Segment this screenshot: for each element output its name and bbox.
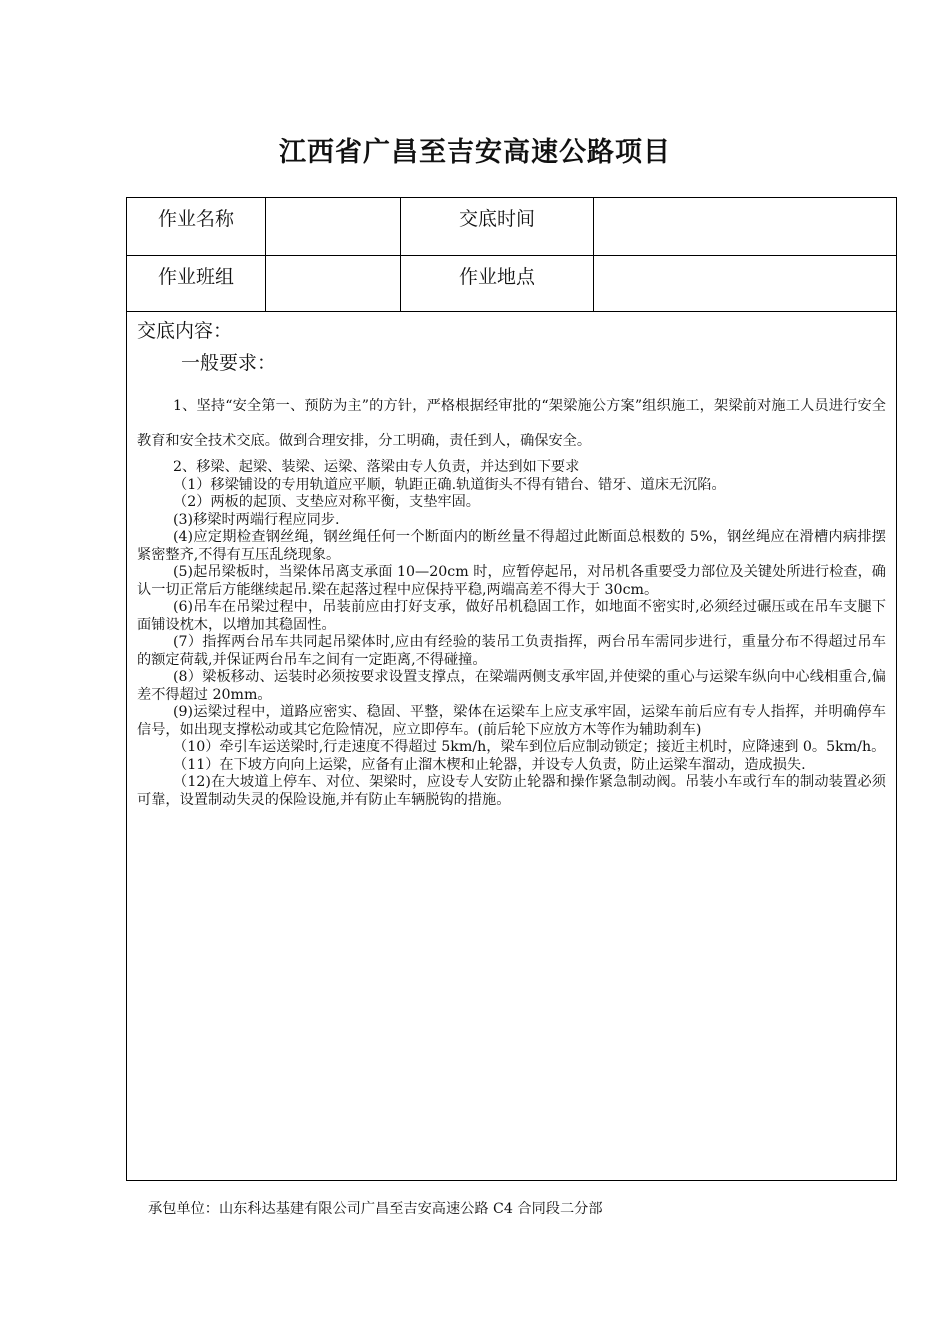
paragraph-13: （11）在下坡方向向上运梁，应备有止溜木楔和止轮器，并设专人负责，防止运梁车溜动，造成损失. bbox=[173, 756, 806, 773]
paragraph-2: 2、移梁、起梁、装梁、运梁、落梁由专人负责，并达到如下要求 bbox=[173, 459, 580, 475]
paragraph-3: （1）移梁铺设的专用轨道应平顺，轨距正确.轨道街头不得有错台、错牙、道床无沉陷。 bbox=[173, 476, 726, 493]
paragraph-1: 1、坚持“安全第一、预防为主”的方针，严格根据经审批的“架梁施公方案”组织施工，架梁前对施工人员进行安全教育和安全技术交底。做到合理安排，分工明确，责任到人，确保安全。 bbox=[137, 398, 886, 449]
handover-content bbox=[127, 312, 896, 809]
location-label: 作业地点 bbox=[401, 256, 594, 311]
paragraph-7: (5)起吊梁板时，当梁体吊离支承面 10—20cm 时，应暂停起吊，对吊机各重要受力部位及关键处所进行检查，确认一切正常后方能继续起吊.梁在起落过程中应保持平稳,两端高差不得大于 30cm。 bbox=[137, 564, 886, 598]
location-field[interactable] bbox=[594, 256, 896, 311]
paragraph-9: (7）指挥两台吊车共同起吊梁体时,应由有经验的装吊工负责指挥，两台吊车需同步进行，重量分布不得超过吊车的额定荷载,并保证两台吊车之间有一定距离,不得碰撞。 bbox=[137, 634, 886, 668]
document-title: 江西省广昌至吉安高速公路项目 bbox=[279, 137, 671, 168]
content-heading: 交底内容： bbox=[137, 320, 233, 342]
paragraph-5: (3)移梁时两端行程应同步. bbox=[173, 511, 340, 528]
paragraph-14: （12)在大坡道上停车、对位、架梁时，应设专人安防止轮器和操作紧急制动阀。吊装小车或行车的制动装置必须可靠，设置制动失灵的保险设施,并有防止车辆脱钩的措施。 bbox=[137, 774, 886, 808]
paragraph-6: (4)应定期检查钢丝绳，钢丝绳任何一个断面内的断丝量不得超过此断面总根数的 5%，钢丝绳应在滑槽内病排摆紧密整齐,不得有互压乱绕现象。 bbox=[137, 529, 886, 563]
team-field[interactable] bbox=[266, 256, 401, 311]
contractor-footer: 承包单位：山东科达基建有限公司广昌至吉安高速公路 C4 合同段二分部 bbox=[148, 1201, 603, 1217]
content-subheading: 一般要求： bbox=[181, 352, 277, 374]
paragraph-11: (9)运梁过程中，道路应密实、稳固、平整，梁体在运梁车上应支承牢固，运梁车前后应有专人指挥，并明确停车信号，如出现支撑松动或其它危险情况，应立即停车。(前后轮下应放方木等作为辅助刹车) bbox=[137, 704, 886, 738]
paragraph-8: (6)吊车在吊梁过程中，吊装前应由打好支承，做好吊机稳固工作，如地面不密实时,必须经过碾压或在吊车支腿下面铺设枕木，以增加其稳固性。 bbox=[137, 599, 886, 633]
job-name-label: 作业名称 bbox=[127, 198, 266, 255]
form-row-1 bbox=[127, 198, 896, 256]
form-row-2 bbox=[127, 256, 896, 312]
job-name-field[interactable] bbox=[266, 198, 401, 255]
handover-form bbox=[126, 197, 897, 1181]
handover-time-field[interactable] bbox=[594, 198, 896, 255]
paragraph-4: （2）两板的起顶、支垫应对称平衡，支垫牢固。 bbox=[173, 494, 480, 510]
handover-time-label: 交底时间 bbox=[401, 198, 594, 255]
team-label: 作业班组 bbox=[127, 256, 266, 311]
paragraph-10: (8）梁板移动、运装时必须按要求设置支撑点，在梁端两侧支承牢固,并使梁的重心与运梁车纵向中心线相重合,偏差不得超过 20mm。 bbox=[137, 669, 886, 703]
paragraph-12: （10）牵引车运送梁时,行走速度不得超过 5km/h，梁车到位后应制动锁定；接近主机时，应降速到 0。5km/h。 bbox=[173, 739, 886, 755]
